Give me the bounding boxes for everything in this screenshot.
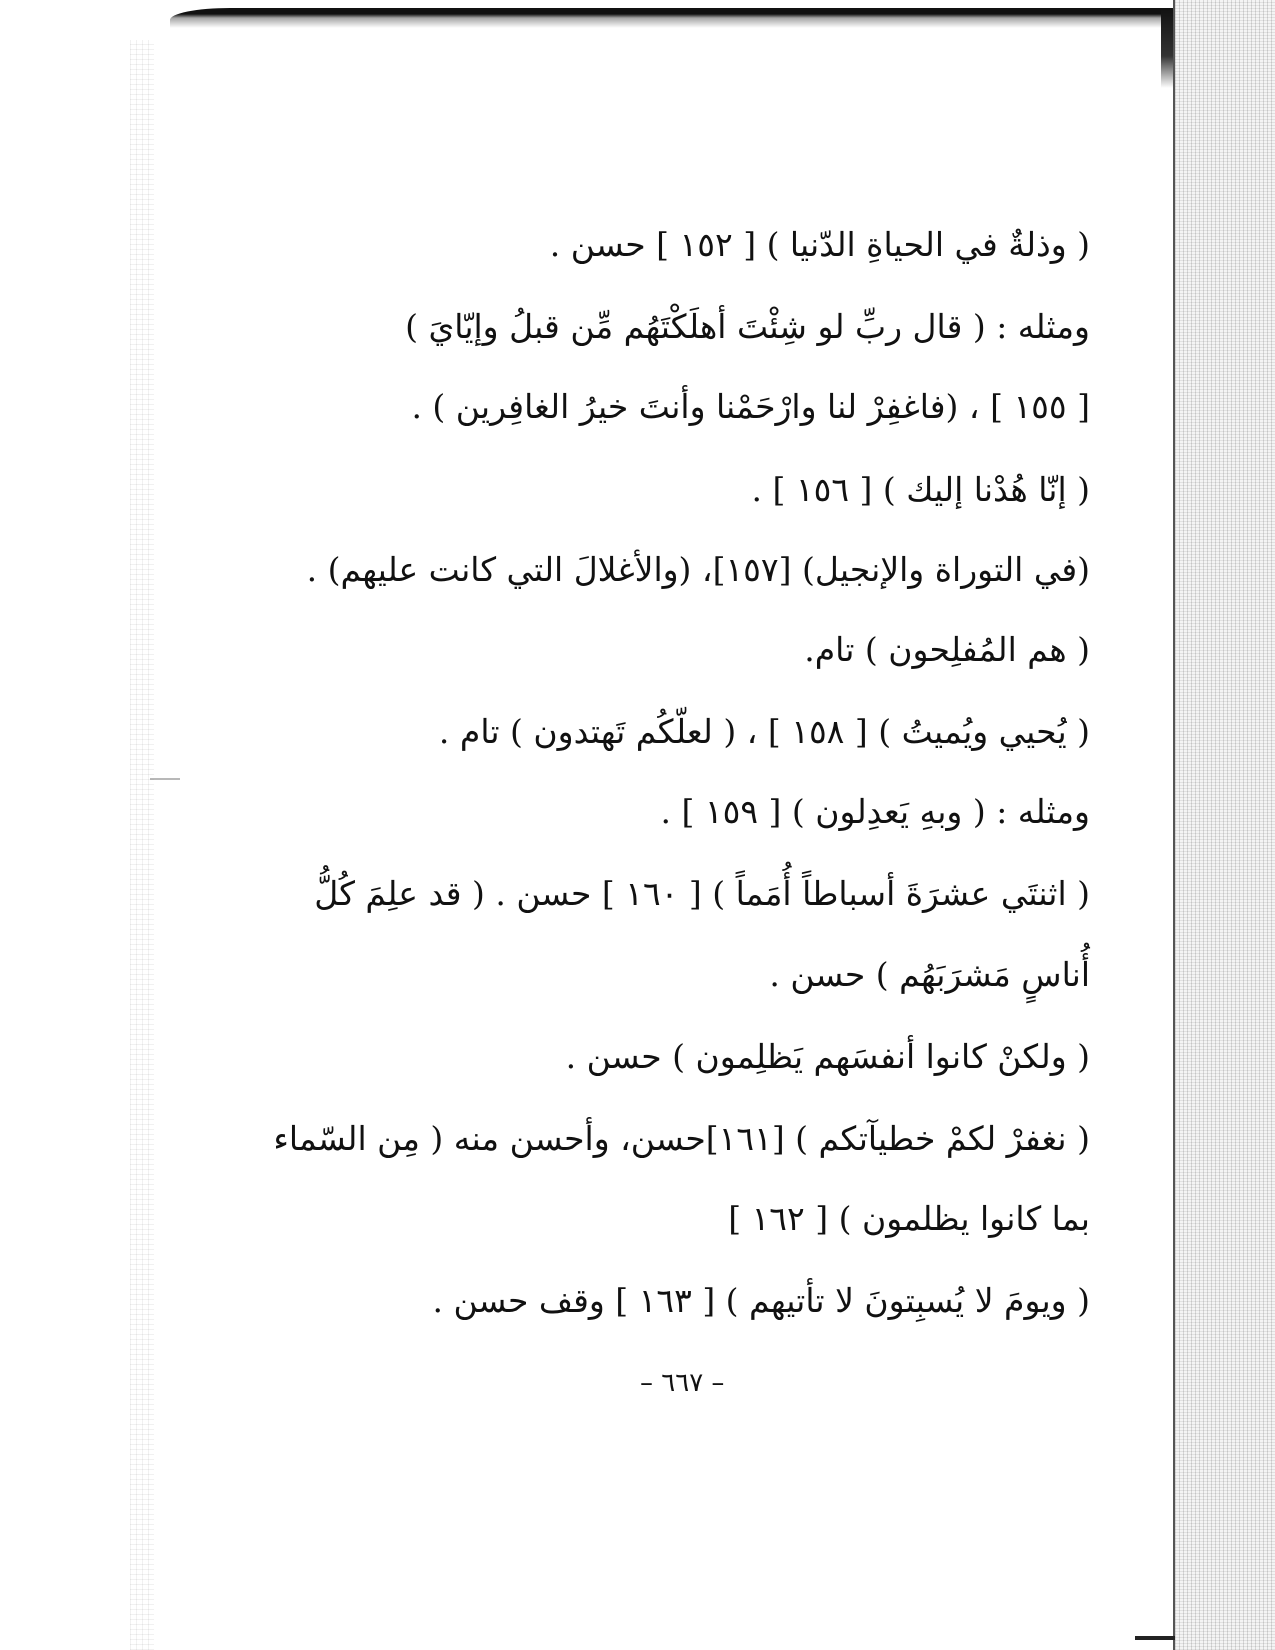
text-line: ( يُحيي ويُميتُ ) [ ١٥٨ ] ، ( لعلّكُم تَهتدون ) تام . [438,712,1090,751]
text-line: ومثله : ( قال ربِّ لو شِئْتَ أهلَكْتَهُم مِّن قبلُ وإيّايَ ) [405,307,1090,346]
text-line: ( نغفرْ لكمْ خطيآتكم ) [١٦١]حسن، وأحسن منه ( مِن السّماء [273,1119,1090,1158]
text-line: ( هم المُفلِحون ) تام. [804,630,1090,669]
scan-right-edge [1173,0,1275,1650]
text-line: ومثله : ( وبهِ يَعدِلون ) [ ١٥٩ ] . [660,792,1090,831]
text-line: ( ويومَ لا يُسبِتونَ لا تأتيهم ) [ ١٦٣ ] وقف حسن . [432,1281,1090,1320]
scan-bottom-mark [1135,1636,1175,1640]
scan-mark [150,778,180,780]
text-line: بما كانوا يظلمون ) [ ١٦٢ ] [728,1199,1090,1238]
scan-top-shadow [170,8,1170,28]
text-line: ( وذلةٌ في الحياةِ الدّنيا ) [ ١٥٢ ] حسن . [549,225,1090,264]
text-line: ( إنّا هُدْنا إليك ) [ ١٥٦ ] . [751,470,1090,509]
scan-left-edge [130,40,154,1650]
page-number: – ٦٦٧ – [640,1368,725,1398]
text-line: أُناسٍ مَشرَبَهُم ) حسن . [769,955,1090,994]
text-line: [ ١٥٥ ] ، (فاغفِرْ لنا وارْحَمْنا وأنتَ خيرُ الغافِرين ) . [411,387,1090,426]
text-line: (في التوراة والإنجيل) [١٥٧]، (والأغلالَ التي كانت عليهم) . [306,550,1090,589]
text-line: ( ولكنْ كانوا أنفسَهم يَظلِمون ) حسن . [565,1037,1090,1076]
text-line: ( اثنتَي عشرَةَ أسباطاً أُمَماً ) [ ١٦٠ ] حسن . ( قد علِمَ كُلُّ [314,874,1090,913]
